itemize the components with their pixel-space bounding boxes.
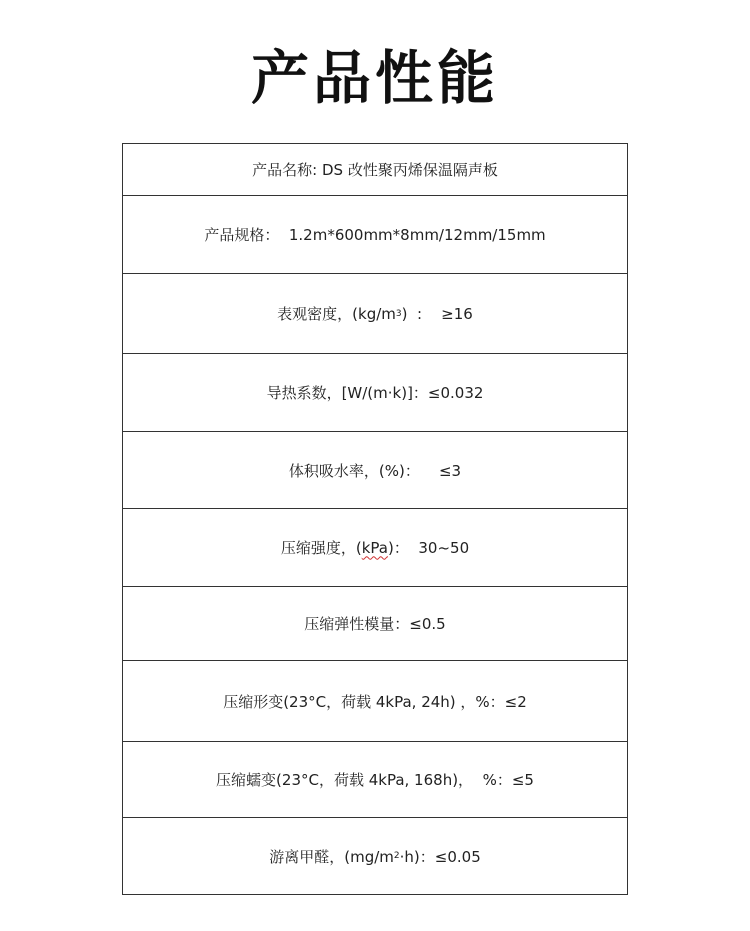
spec-row-text: 产品名称: DS 改性聚丙烯保温隔声板 — [252, 161, 498, 179]
spec-table — [122, 143, 628, 895]
spec-row-text-pre: 压缩强度，( — [280, 539, 362, 557]
spec-row-density: 表观密度，(kg/m 3 ) : ≥16 — [123, 274, 627, 354]
spec-row-text: 压缩形变(23°C，荷载 4kPa, 24h) ，%：≤2 — [223, 692, 527, 711]
spec-row-text-post: ) : ≥16 — [401, 304, 473, 323]
spec-row-product-name — [123, 144, 627, 196]
spec-row-spec — [123, 196, 627, 274]
spec-row-compressive-strength — [123, 509, 627, 587]
spec-row-text-pre: 游离甲醛，(mg/m — [269, 847, 394, 866]
spec-row-text: 压缩弹性模量：≤0.5 — [304, 615, 446, 633]
spellcheck-marked-text: kPa — [361, 538, 388, 557]
spec-row-text: 产品规格： 1.2m*600mm*8mm/12mm/15mm — [204, 226, 546, 244]
spec-row-text-post: ·h)：≤0.05 — [399, 847, 481, 866]
spec-row-text: 体积吸水率，(%)： ≤3 — [288, 461, 462, 480]
spec-row-text-post: )： 30~50 — [387, 539, 470, 557]
spec-row-text-pre: 表观密度，(kg/m — [277, 305, 396, 323]
page-title: 产品性能 — [250, 44, 499, 112]
spec-row-water-absorption — [123, 432, 627, 509]
spec-row-compressive-creep — [123, 742, 627, 818]
spec-row-text: 导热系数，[W/(m·k)]：≤0.032 — [266, 384, 484, 402]
spec-row-thermal-conductivity — [123, 354, 627, 432]
spec-row-free-formaldehyde: 游离甲醛，(mg/m 2 ·h)：≤0.05 — [269, 847, 481, 866]
spec-row-compressive-deformation — [123, 661, 627, 742]
spec-row-text: 压缩蠕变(23°C，荷载 4kPa, 168h)， %：≤5 — [216, 771, 534, 789]
spec-row-elastic-modulus — [123, 587, 627, 661]
